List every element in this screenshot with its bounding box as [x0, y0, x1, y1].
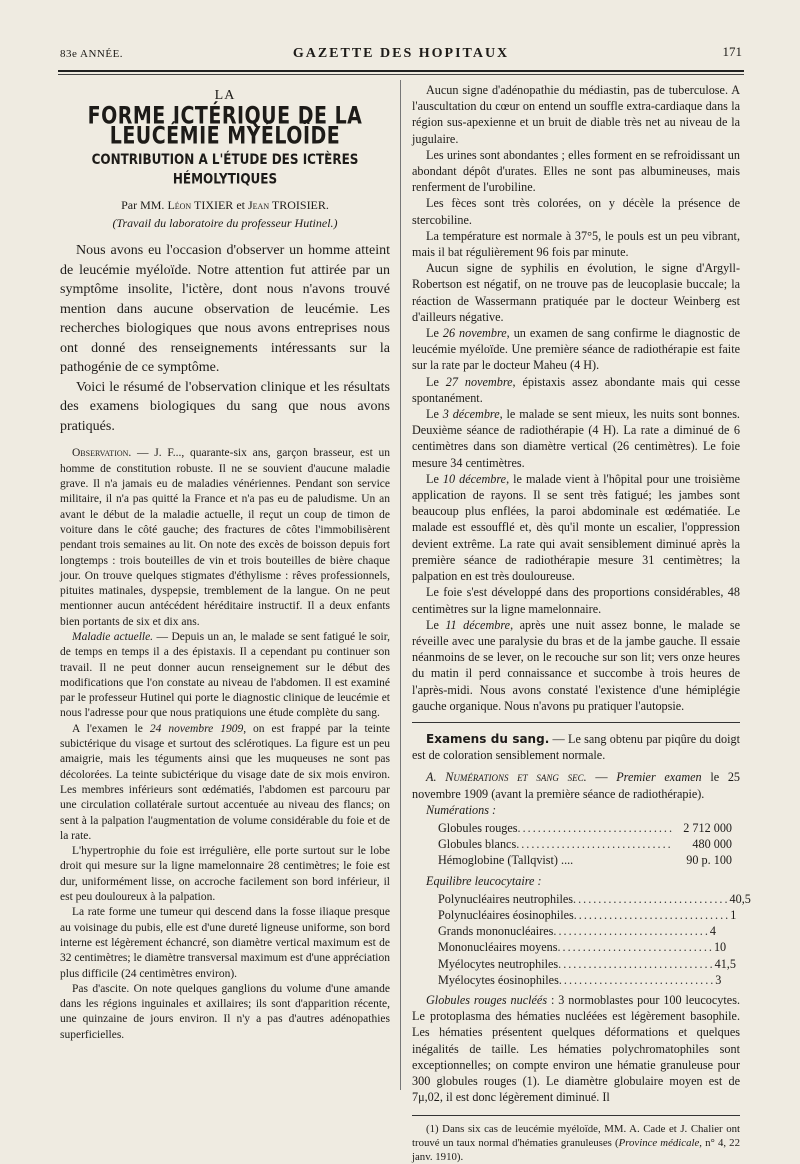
page-number: 171 — [722, 44, 742, 59]
row-value: 2 712 000 — [683, 820, 732, 835]
paragraph: Aucun signe d'adénopathie du médiastin, pas de tuberculose. A l'auscultation du cœur on entend un souffle extra-cardiaque dans la région sus-apexienne et un bruit de diable très net au niveau de la jugulaire. — [412, 83, 740, 146]
authors-prefix: Par MM. — [121, 198, 165, 213]
paragraph: Nous avons eu l'occasion d'observer un homme atteint de leucémie myéloïde. Notre attention fut attirée par un symptôme insolite, l'ictère, dont nous n'avons trouvé mention dans aucune observation de leucémie. Les recherches biologiques que nous avons entreprises nous ont donné des renseignements intéressants sur la pathogénie de ce symptôme. — [60, 243, 390, 376]
leader-dots: ............................... — [557, 940, 714, 955]
table-heading: Equilibre leucocytaire : — [426, 873, 542, 888]
row-value: 40,5 — [729, 891, 751, 906]
author-name: Léon TIXIER — [167, 198, 234, 213]
table-row — [438, 907, 737, 923]
paragraph-text: — Depuis un an, le malade se sent fatigué le soir, de temps en temps il a des épistaxis. Il a cependant pu continuer son travail. Il ne peut donner aucun renseignement sur le début des modifications que l'on constate au niveau de l'abdomen. Il est examiné par le professeur Hutinel qui porte le diagnostic clinique de leucémie et nous l'adresse pour que nous pratiquions une étude complète du sang. — [60, 630, 390, 720]
footnote-rule — [412, 1115, 740, 1116]
table-row — [438, 972, 722, 988]
paragraph-text: , après une nuit assez bonne, le malade se réveille avec une paralysie du bras et de la jambe gauche. Il essaie néanmoins de se lever, on le recouche sur son lit; vers onze heures du matin il perd connaissance et succombe à trois heures de l'après-midi. Nous avons constaté l'existence d'une hémiplégie gauche organique. Nous n'avons pu pratiquer l'autopsie. — [412, 617, 741, 713]
article-intro — [60, 241, 390, 436]
paragraph: Le foie s'est développé dans des proportions considérables, 48 centimètres sur la ligne mamelonnaire. — [412, 585, 740, 616]
section-label: A. Numérations et sang sec. — [426, 770, 587, 785]
table-row — [438, 836, 732, 852]
left-column — [60, 82, 390, 1043]
paragraph-text: A l'examen le — [72, 722, 150, 735]
paragraph: La température est normale à 37°5, le pouls est un peu vibrant, mais il bat régulièrement 96 fois par minute. — [412, 228, 740, 260]
article-subtitle: CONTRIBUTION A L'ÉTUDE DES ICTÈRES HÉMOLYTIQUES — [91, 150, 359, 187]
row-label: Globules rouges — [438, 820, 518, 835]
leader-dots: ............................... — [517, 820, 674, 835]
section-label: Maladie actuelle. — [72, 630, 154, 643]
table-heading: Numérations : — [426, 802, 497, 817]
article-title: FORME ICTÉRIQUE DE LA LEUCÉMIE MYÉLOÏDE — [87, 102, 363, 151]
paragraph-text: : 3 normoblastes pour 100 leucocytes. Le protoplasma des hématies nucléées est légèrement basophile. Les hématies présentent quelques déformations et quelques inégalités de taille. Les hématies polychromatophiles sont exceptionnelles; on compte environ une hématie granuleuse pour 300 globules rouges (1). Le diamètre globulaire moyen est de 7μ,02, il est donc légèrement diminué. Il — [412, 992, 740, 1105]
row-value: 480 000 — [692, 837, 732, 852]
paragraph — [60, 722, 390, 844]
paragraph-text: Le — [426, 407, 443, 422]
table-row — [438, 820, 732, 836]
footnote-journal: Province médicale — [618, 1137, 700, 1150]
leader-dots: ............................... — [516, 837, 673, 852]
leader-dots: ............................... — [573, 907, 731, 922]
row-label: Hémoglobine (Tallqvist) .... — [438, 853, 574, 868]
paragraph — [412, 731, 740, 763]
right-column — [412, 82, 751, 1164]
date-text: 10 décembre — [442, 471, 507, 486]
row-label: Myélocytes neutrophiles — [438, 956, 559, 971]
date-text: 11 décembre — [445, 617, 511, 632]
header-rule — [58, 70, 744, 72]
column-divider — [400, 80, 401, 1090]
paragraph-text: , le malade se sent mieux, les nuits sont bonnes. Deuxième séance de radiothérapie (4 H). La rate a diminué de 6 centimètres dans son diamètre vertical (26 centimètres). Le foie mesure 34 centimètres. — [412, 407, 740, 470]
row-value: 90 p. 100 — [686, 853, 732, 868]
table-row — [438, 956, 736, 972]
equilibre-table — [412, 891, 751, 988]
paragraph: Aucun signe de syphilis en évolution, le signe d'Argyll-Robertson est négatif, on ne trouve pas de leucoplasie buccale; la réaction de Wassermann pratiquée par le docteur Weinberg est d'ailleurs négative. — [412, 261, 740, 324]
row-value: 41,5 — [714, 956, 736, 971]
paragraph-text: , on est frappé par la teinte subictérique du visage et surtout des sclérotiques. La figure est un peu amaigrie, mais les téguments ainsi que les muqueuses ne sont pas décolorées. La teinte subictérique du visage date de six mois environ. Les membres inférieurs sont œdématiés, l'abdomen est parcouru par une circulation collatérale surtout accentuée au niveau des flancs; on sent à la palpation l'augmentation de volume considérable du foie et de la rate. — [60, 722, 391, 842]
paragraph — [412, 374, 740, 406]
leader-dots: ............................... — [558, 972, 716, 987]
paragraph: Pas d'ascite. On note quelques ganglions du volume d'une amande dans les régions inguinales et axillaires; ils sont d'apparition récente, une quinzaine de jours environ. Il n'y a pas d'autres adénopathies superficielles. — [60, 982, 390, 1041]
laboratory-credit: (Travail du laboratoire du professeur Hutinel.) — [112, 216, 338, 231]
article-article: LA — [214, 88, 236, 103]
footnote-text: (1) Dans six cas de leucémie myéloïde, MM. A. Cade et J. Chalier ont trouvé un taux normal d'hématies granuleuses ( — [412, 1123, 740, 1150]
row-label: Polynucléaires éosinophiles — [438, 907, 574, 922]
paragraph — [412, 617, 740, 714]
section-label: Observation. — [72, 447, 132, 460]
paragraph: L'hypertrophie du foie est irrégulière, elle porte surtout sur le lobe droit qui mesure sur la ligne mamelonnaire 28 centimètres; le foie est dur, uniformément lisse, on accroche facilement son bord inférieur, il est peu douloureux à la palpation. — [60, 845, 390, 904]
footnote — [412, 1122, 740, 1164]
paragraph-text: Le — [426, 326, 443, 341]
observation-section — [60, 446, 390, 1043]
paragraph — [412, 325, 740, 374]
paragraph — [412, 769, 740, 801]
journal-title: GAZETTE DES HOPITAUX — [292, 46, 510, 61]
header-rule-thin — [58, 74, 744, 75]
paragraph: Voici le résumé de l'observation clinique et les résultats des examens biologiques du sang que nous avons pratiqués. — [60, 379, 390, 434]
table-row — [438, 852, 732, 868]
date-text: 27 novembre — [445, 374, 513, 389]
row-label: Globules blancs — [438, 837, 517, 852]
paragraph-text: — Le sang obtenu par piqûre du doigt est de coloration sensiblement normale. — [412, 731, 740, 763]
row-label: Myélocytes éosinophiles — [438, 972, 559, 987]
leader-dots: ............................... — [558, 956, 715, 971]
paragraph-text: — — [586, 770, 617, 785]
table-row — [438, 923, 716, 939]
leader-dots: ............................... — [553, 924, 710, 939]
paragraph-text: — J. F..., quarante-six ans, garçon brasseur, est un homme de constitution robuste. Il ne se souvient d'aucune maladie grave. Il n'a jamais eu de maladies vénériennes. Pendant son service militaire, il n'a pas quitté la France et n'a pas eu de paludisme. Un an avant le début de la maladie actuelle, il reçut un coup de timon de voiture dans le côté gauche; des fractures de côtes l'immobilisèrent pendant trois semaines au lit. On note des excès de boisson depuis fort longtemps : trois bouteilles de vin et trois bouteilles de bière chaque jour. On trouve quelques stigmates d'éthylisme : rêves professionnels, pituites matinales, dyspepsie, tremblement de la langue. On ne peut mentionner aucun antécédent héréditaire instructif. Il a deux enfants bien portants de six et dix ans. — [60, 447, 390, 628]
author-name: Jean TROISIER. — [248, 198, 329, 213]
article-authors — [60, 197, 390, 213]
paragraph: La rate forme une tumeur qui descend dans la fosse iliaque presque au voisinage du pubis, elle est d'une dureté ligneuse uniforme, son bord interne est légèrement échancré, son diamètre vertical maximum est de 32 centimètres; le diamètre transversal maximum est d'une appréciation plus difficile (24 centimètres environ). — [60, 906, 390, 980]
row-label: Mononucléaires moyens — [438, 940, 558, 955]
row-value: 10 — [713, 940, 727, 955]
row-value: 4 — [709, 924, 716, 939]
row-label: Grands mononucléaires — [438, 924, 554, 939]
paragraph — [60, 446, 390, 630]
paragraph-text: , un examen de sang confirme le diagnostic de leucémie myéloïde. Une première séance de radiothérapie est faite sur la rate par le docteur Maheu (4 H). — [412, 326, 740, 373]
paragraph — [412, 992, 740, 1105]
paragraph-text: , le malade vient à l'hôpital pour une troisième application de rayons. Il se sent très fatigué; les jambes sont beaucoup plus enflées, la paroi abdominale est œdématiée. Le malade est essoufflé et, dès qu'il monte un escalier, l'oppression devient extrême. La rate qui avait sensiblement diminué après la première séance de radiothérapie mesure 31 centimètres; la palpation en est très douloureuse. — [412, 471, 740, 584]
paragraph-text: Le — [426, 374, 446, 389]
date-text: 26 novembre — [442, 326, 507, 341]
table-row — [438, 891, 751, 907]
paragraph-text: Premier examen — [616, 770, 702, 785]
paragraph: Les fèces sont très colorées, on y décèle la présence de stercobiline. — [412, 196, 740, 227]
paragraph-text: Le — [426, 471, 443, 486]
paragraph — [412, 406, 740, 471]
page-header — [60, 44, 742, 64]
paragraph: Les urines sont abondantes ; elles forment en se refroidissant un abondant dépôt d'urates. Elles ne sont pas albumineuses, mais renferment de l'urobiline. — [412, 147, 740, 195]
issue-label: 83e ANNÉE. — [60, 48, 124, 60]
row-label: Polynucléaires neutrophiles — [438, 891, 574, 906]
row-value: 1 — [730, 907, 737, 922]
authors-and: et — [236, 198, 245, 213]
leader-dots: ............................... — [573, 891, 730, 906]
date-text: 24 novembre 1909 — [149, 722, 244, 735]
paragraph-text: Le — [426, 617, 446, 632]
paragraph-text: le 25 novembre 1909 (avant la première séance de radiothérapie). — [412, 770, 741, 801]
date-text: 3 décembre — [442, 407, 500, 422]
footnote-text: , n° 4, 22 janv. 1910). — [412, 1137, 740, 1164]
paragraph — [412, 471, 740, 584]
paragraph-text: , épistaxis assez abondante mais qui cesse spontanément. — [412, 374, 740, 405]
section-divider — [412, 722, 740, 723]
table-row — [438, 939, 727, 955]
section-heading: Examens du sang. — [426, 731, 550, 746]
paragraph — [60, 630, 390, 722]
section-label: Globules rouges nucléés — [426, 992, 548, 1007]
numerations-table — [412, 820, 740, 869]
row-value: 3 — [715, 972, 722, 987]
